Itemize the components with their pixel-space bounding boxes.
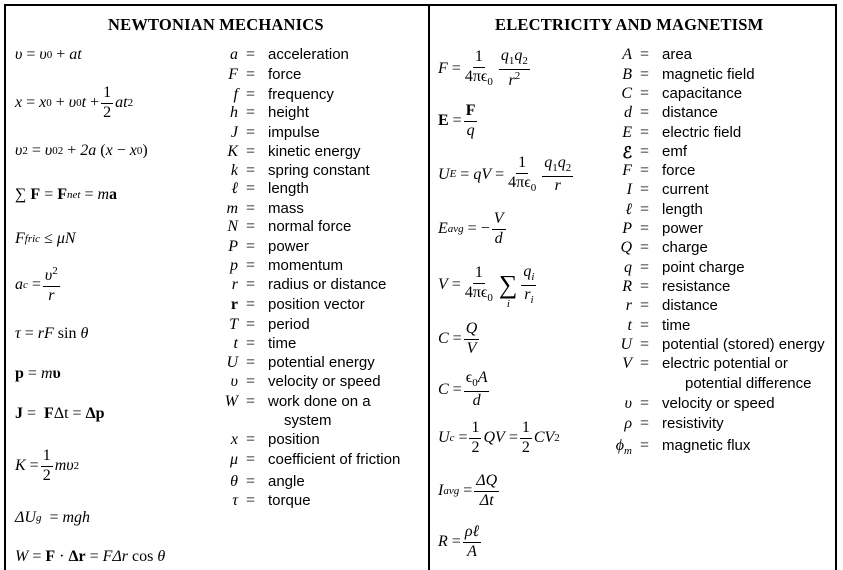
em-symbol: V — [622, 355, 632, 372]
em-symbol: υ — [624, 395, 632, 412]
em-symbol: r — [625, 297, 632, 314]
eq-impulse: J = F Δt = Δp — [15, 405, 105, 422]
mechanics-title: NEWTONIAN MECHANICS — [108, 15, 324, 34]
eq-kinetic-energy: K = $\frac{1}{2}$ mυ 2 — [15, 447, 80, 484]
mech-symbol: N — [227, 218, 238, 235]
mech-symbol: h — [230, 104, 238, 121]
em-definition: magnetic flux — [662, 437, 751, 454]
em-definition: electric field — [662, 124, 742, 141]
mech-symbol: ℓ — [231, 180, 238, 197]
em-symbol: q — [624, 259, 632, 276]
mech-definition: potential energy — [268, 354, 375, 371]
eq-potential-sum: V = $\frac{1}{4\pi\epsilon_0}$ ∑ i $\frac{q_i}{r_i}$ — [438, 263, 535, 311]
eq-capacitor-energy: U c = $\frac{1}{2}$ QV = $\frac{1}{2}$ CV 2 — [438, 419, 560, 456]
mech-definition: impulse — [268, 124, 320, 141]
eq-position-time: x = x 0 + υ 0 t + $\frac{1}{2}$ at 2 — [15, 84, 134, 121]
mech-definition: length — [268, 180, 309, 197]
eq-electric-potential-energy: U E = qV = $\frac{1}{4\pi\epsilon_0}$ $\frac{q_1q_2}{r}$ — [438, 154, 572, 194]
mech-symbol: θ — [230, 473, 238, 490]
mech-definition: velocity or speed — [268, 373, 381, 390]
mech-symbol: J — [230, 124, 238, 141]
eq-velocity-time: υ = υ 0 + at — [15, 46, 82, 63]
em-definition: point charge — [662, 259, 745, 276]
mech-symbol: r — [231, 276, 238, 293]
em-definition: distance — [662, 297, 718, 314]
mech-symbol: k — [230, 162, 238, 179]
column-divider — [428, 4, 430, 570]
mech-definition: position vector — [268, 296, 365, 313]
eq-work: W = F · Δr = FΔr cos θ — [15, 548, 166, 565]
mech-definition: coefficient of friction — [268, 451, 401, 468]
eq-velocity-squared: υ 2 = υ 0 2 + 2a ( x − x 0 ) — [15, 142, 148, 159]
em-symbol: I — [626, 181, 632, 198]
mech-definition: work done on a — [268, 393, 371, 410]
em-definition: resistance — [662, 278, 731, 295]
eq-gravitational-pe: ΔU g = mgh — [15, 509, 91, 526]
em-symbol: F — [622, 162, 632, 179]
mech-definition: radius or distance — [268, 276, 387, 293]
eq-friction: F fric ≤ μN — [15, 230, 76, 247]
mech-definition: angle — [268, 473, 305, 490]
em-definition: current — [662, 181, 709, 198]
mech-definition: period — [268, 316, 310, 333]
mech-definition: force — [268, 66, 302, 83]
mech-definition: spring constant — [268, 162, 370, 179]
em-symbol-flux: $\phi_m$ — [615, 437, 632, 457]
eq-resistance: R = $\frac{\text{ρℓ}}{A}$ — [438, 523, 480, 560]
em-definition-continued: potential difference — [685, 375, 812, 392]
em-definition: power — [662, 220, 703, 237]
eq-coulomb-law: F = $\frac{1}{4\pi\epsilon_0}$ $\frac{q_1q_2}{r^2}$ — [438, 47, 528, 89]
mech-definition: position — [268, 431, 320, 448]
em-definition: capacitance — [662, 85, 743, 102]
eq-electric-field: E = $\frac{F}{q}$ — [438, 102, 476, 139]
mech-symbol: P — [228, 238, 238, 255]
em-symbol: ρ — [624, 415, 632, 432]
mech-symbol: x — [230, 431, 238, 448]
mech-definition: height — [268, 104, 309, 121]
mech-definition: time — [268, 335, 297, 352]
mech-definition: normal force — [268, 218, 352, 235]
em-definition: charge — [662, 239, 708, 256]
mech-symbol: τ — [232, 492, 238, 509]
mech-definition: acceleration — [268, 46, 349, 63]
eq-average-field: E avg = − $\frac{V}{d}$ — [438, 210, 504, 247]
mech-symbol: U — [226, 354, 238, 371]
eq-capacitance: C = $\frac{Q}{V}$ — [438, 320, 478, 357]
eq-momentum: p = m υ — [15, 365, 61, 382]
em-title: ELECTRICITY AND MAGNETISM — [495, 15, 764, 34]
mech-symbol: υ — [230, 373, 238, 390]
em-definition: time — [662, 317, 691, 334]
em-definition: velocity or speed — [662, 395, 775, 412]
eq-parallel-plate: C = $\frac{\epsilon_0A}{d}$ — [438, 369, 488, 409]
mech-definition: frequency — [268, 86, 334, 103]
em-definition: electric potential or — [662, 355, 788, 372]
eq-centripetal: a c = $\frac{\upsilon^2}{r}$ — [15, 265, 58, 304]
em-symbol: ℰ — [622, 145, 632, 162]
mech-symbol: T — [229, 316, 238, 333]
em-symbol: d — [624, 104, 632, 121]
mech-definition-continued: system — [284, 412, 332, 429]
mech-symbol: m — [226, 200, 238, 217]
em-symbol: ℓ — [625, 201, 632, 218]
mech-symbol: K — [227, 143, 238, 160]
mech-definition: torque — [268, 492, 311, 509]
eq-newton-second-law: ∑ F = F net = m a — [15, 186, 118, 203]
eq-average-current: I avg = $\frac{\Delta Q}{\Delta t}$ — [438, 472, 498, 509]
mech-symbol: a — [230, 46, 238, 63]
em-symbol: U — [620, 336, 632, 353]
mech-symbol: f — [233, 86, 238, 103]
em-definition: magnetic field — [662, 66, 755, 83]
em-symbol: t — [627, 317, 632, 334]
mech-symbol: W — [224, 393, 238, 410]
em-definition: potential (stored) energy — [662, 336, 825, 353]
mech-definition: power — [268, 238, 309, 255]
mech-symbol: t — [233, 335, 238, 352]
mech-symbol: p — [230, 257, 238, 274]
eq-torque: τ = rF sin θ — [15, 325, 89, 342]
em-definition: area — [662, 46, 693, 63]
em-definition: distance — [662, 104, 718, 121]
em-symbol: P — [622, 220, 632, 237]
em-symbol: B — [622, 66, 632, 83]
mech-definition: mass — [268, 200, 304, 217]
mech-definition: kinetic energy — [268, 143, 361, 160]
mech-symbol: r — [230, 296, 238, 313]
em-symbol: A — [622, 46, 632, 63]
em-symbol: E — [622, 124, 632, 141]
em-definition: emf — [662, 143, 688, 160]
em-symbol: Q — [620, 239, 632, 256]
em-definition: length — [662, 201, 703, 218]
em-definition: resistivity — [662, 415, 724, 432]
mech-symbol: F — [228, 66, 238, 83]
mech-symbol: μ — [229, 451, 238, 468]
em-symbol: R — [622, 278, 632, 295]
em-definition: force — [662, 162, 696, 179]
mech-definition: momentum — [268, 257, 344, 274]
em-symbol: C — [621, 85, 632, 102]
